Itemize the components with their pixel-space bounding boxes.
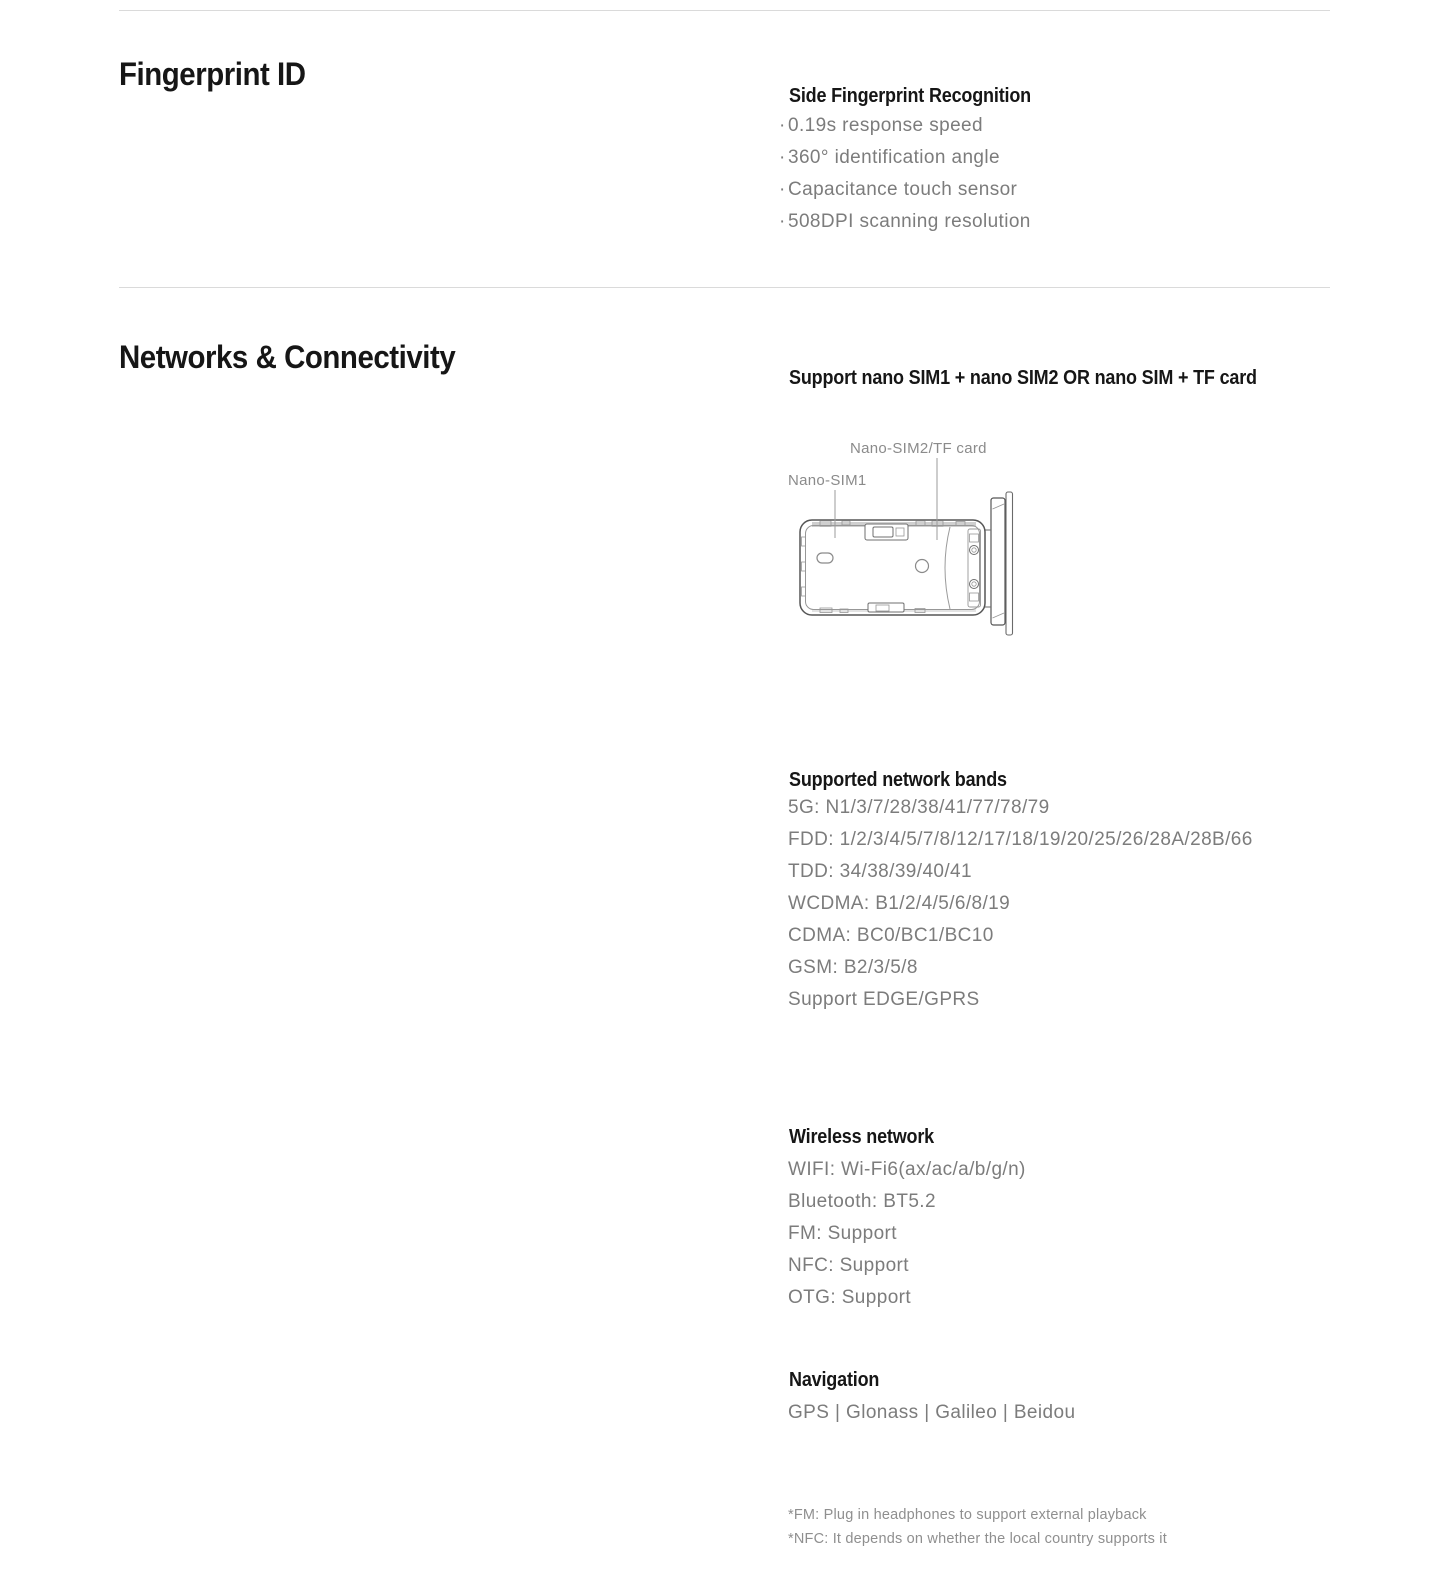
wireless-network-title: Wireless network [789, 1126, 935, 1148]
bullet-dot: · [779, 147, 786, 168]
network-bands-title: Supported network bands [789, 769, 1007, 791]
wireless-line-bluetooth: Bluetooth: BT5.2 [788, 1191, 936, 1212]
fingerprint-feature-text: 360° identification angle [788, 147, 1000, 168]
nano-sim1-label: Nano-SIM1 [788, 472, 867, 489]
wireless-line-fm: FM: Support [788, 1223, 897, 1244]
bullet-dot: · [779, 211, 786, 232]
network-bands-list [788, 792, 1253, 1016]
band-line-wcdma: WCDMA: B1/2/4/5/6/8/19 [788, 893, 1011, 914]
sim-tray-body [800, 520, 985, 615]
networks-section-title: Networks & Connectivity [119, 339, 456, 375]
wireless-line-nfc: NFC: Support [788, 1255, 909, 1276]
footnote-fm: *FM: Plug in headphones to support external playback [788, 1507, 1147, 1523]
footnotes [788, 1503, 1167, 1551]
fingerprint-subtitle: Side Fingerprint Recognition [789, 85, 1031, 107]
band-line-tdd: TDD: 34/38/39/40/41 [788, 861, 972, 882]
fingerprint-feature-item [779, 110, 1031, 142]
wireless-network-list [788, 1154, 1026, 1314]
band-line-cdma: CDMA: BC0/BC1/BC10 [788, 925, 994, 946]
fingerprint-feature-item [779, 174, 1031, 206]
fingerprint-feature-text: 508DPI scanning resolution [788, 211, 1031, 232]
wireless-line-otg: OTG: Support [788, 1287, 912, 1308]
band-line-5g: 5G: N1/3/7/28/38/41/77/78/79 [788, 797, 1050, 818]
wireless-line-wifi: WIFI: Wi-Fi6(ax/ac/a/b/g/n) [788, 1159, 1026, 1180]
fingerprint-feature-list [779, 110, 1031, 238]
band-line-gsm: GSM: B2/3/5/8 [788, 957, 918, 978]
fingerprint-section-title: Fingerprint ID [119, 56, 306, 92]
fingerprint-feature-item [779, 206, 1031, 238]
footnote-nfc: *NFC: It depends on whether the local country supports it [788, 1531, 1167, 1547]
navigation-title: Navigation [789, 1369, 880, 1391]
fingerprint-feature-text: Capacitance touch sensor [788, 179, 1018, 200]
section-divider-networks [119, 287, 1330, 288]
band-line-edge: Support EDGE/GPRS [788, 989, 980, 1010]
sim-support-title: Support nano SIM1 + nano SIM2 OR nano SIM + TF card [789, 367, 1257, 389]
band-line-fdd: FDD: 1/2/3/4/5/7/8/12/17/18/19/20/25/26/28A/28B/66 [788, 829, 1253, 850]
bullet-dot: · [779, 179, 786, 200]
nano-sim2-label: Nano-SIM2/TF card [850, 440, 987, 457]
navigation-value: GPS | Glonass | Galileo | Beidou [788, 1402, 1076, 1423]
fingerprint-feature-text: 0.19s response speed [788, 115, 983, 136]
fingerprint-feature-item [779, 142, 1031, 174]
bullet-dot: · [779, 115, 786, 136]
sim-tray-diagram [780, 437, 1030, 642]
section-divider-top [119, 10, 1330, 11]
sim-tray-cap [985, 492, 1013, 635]
